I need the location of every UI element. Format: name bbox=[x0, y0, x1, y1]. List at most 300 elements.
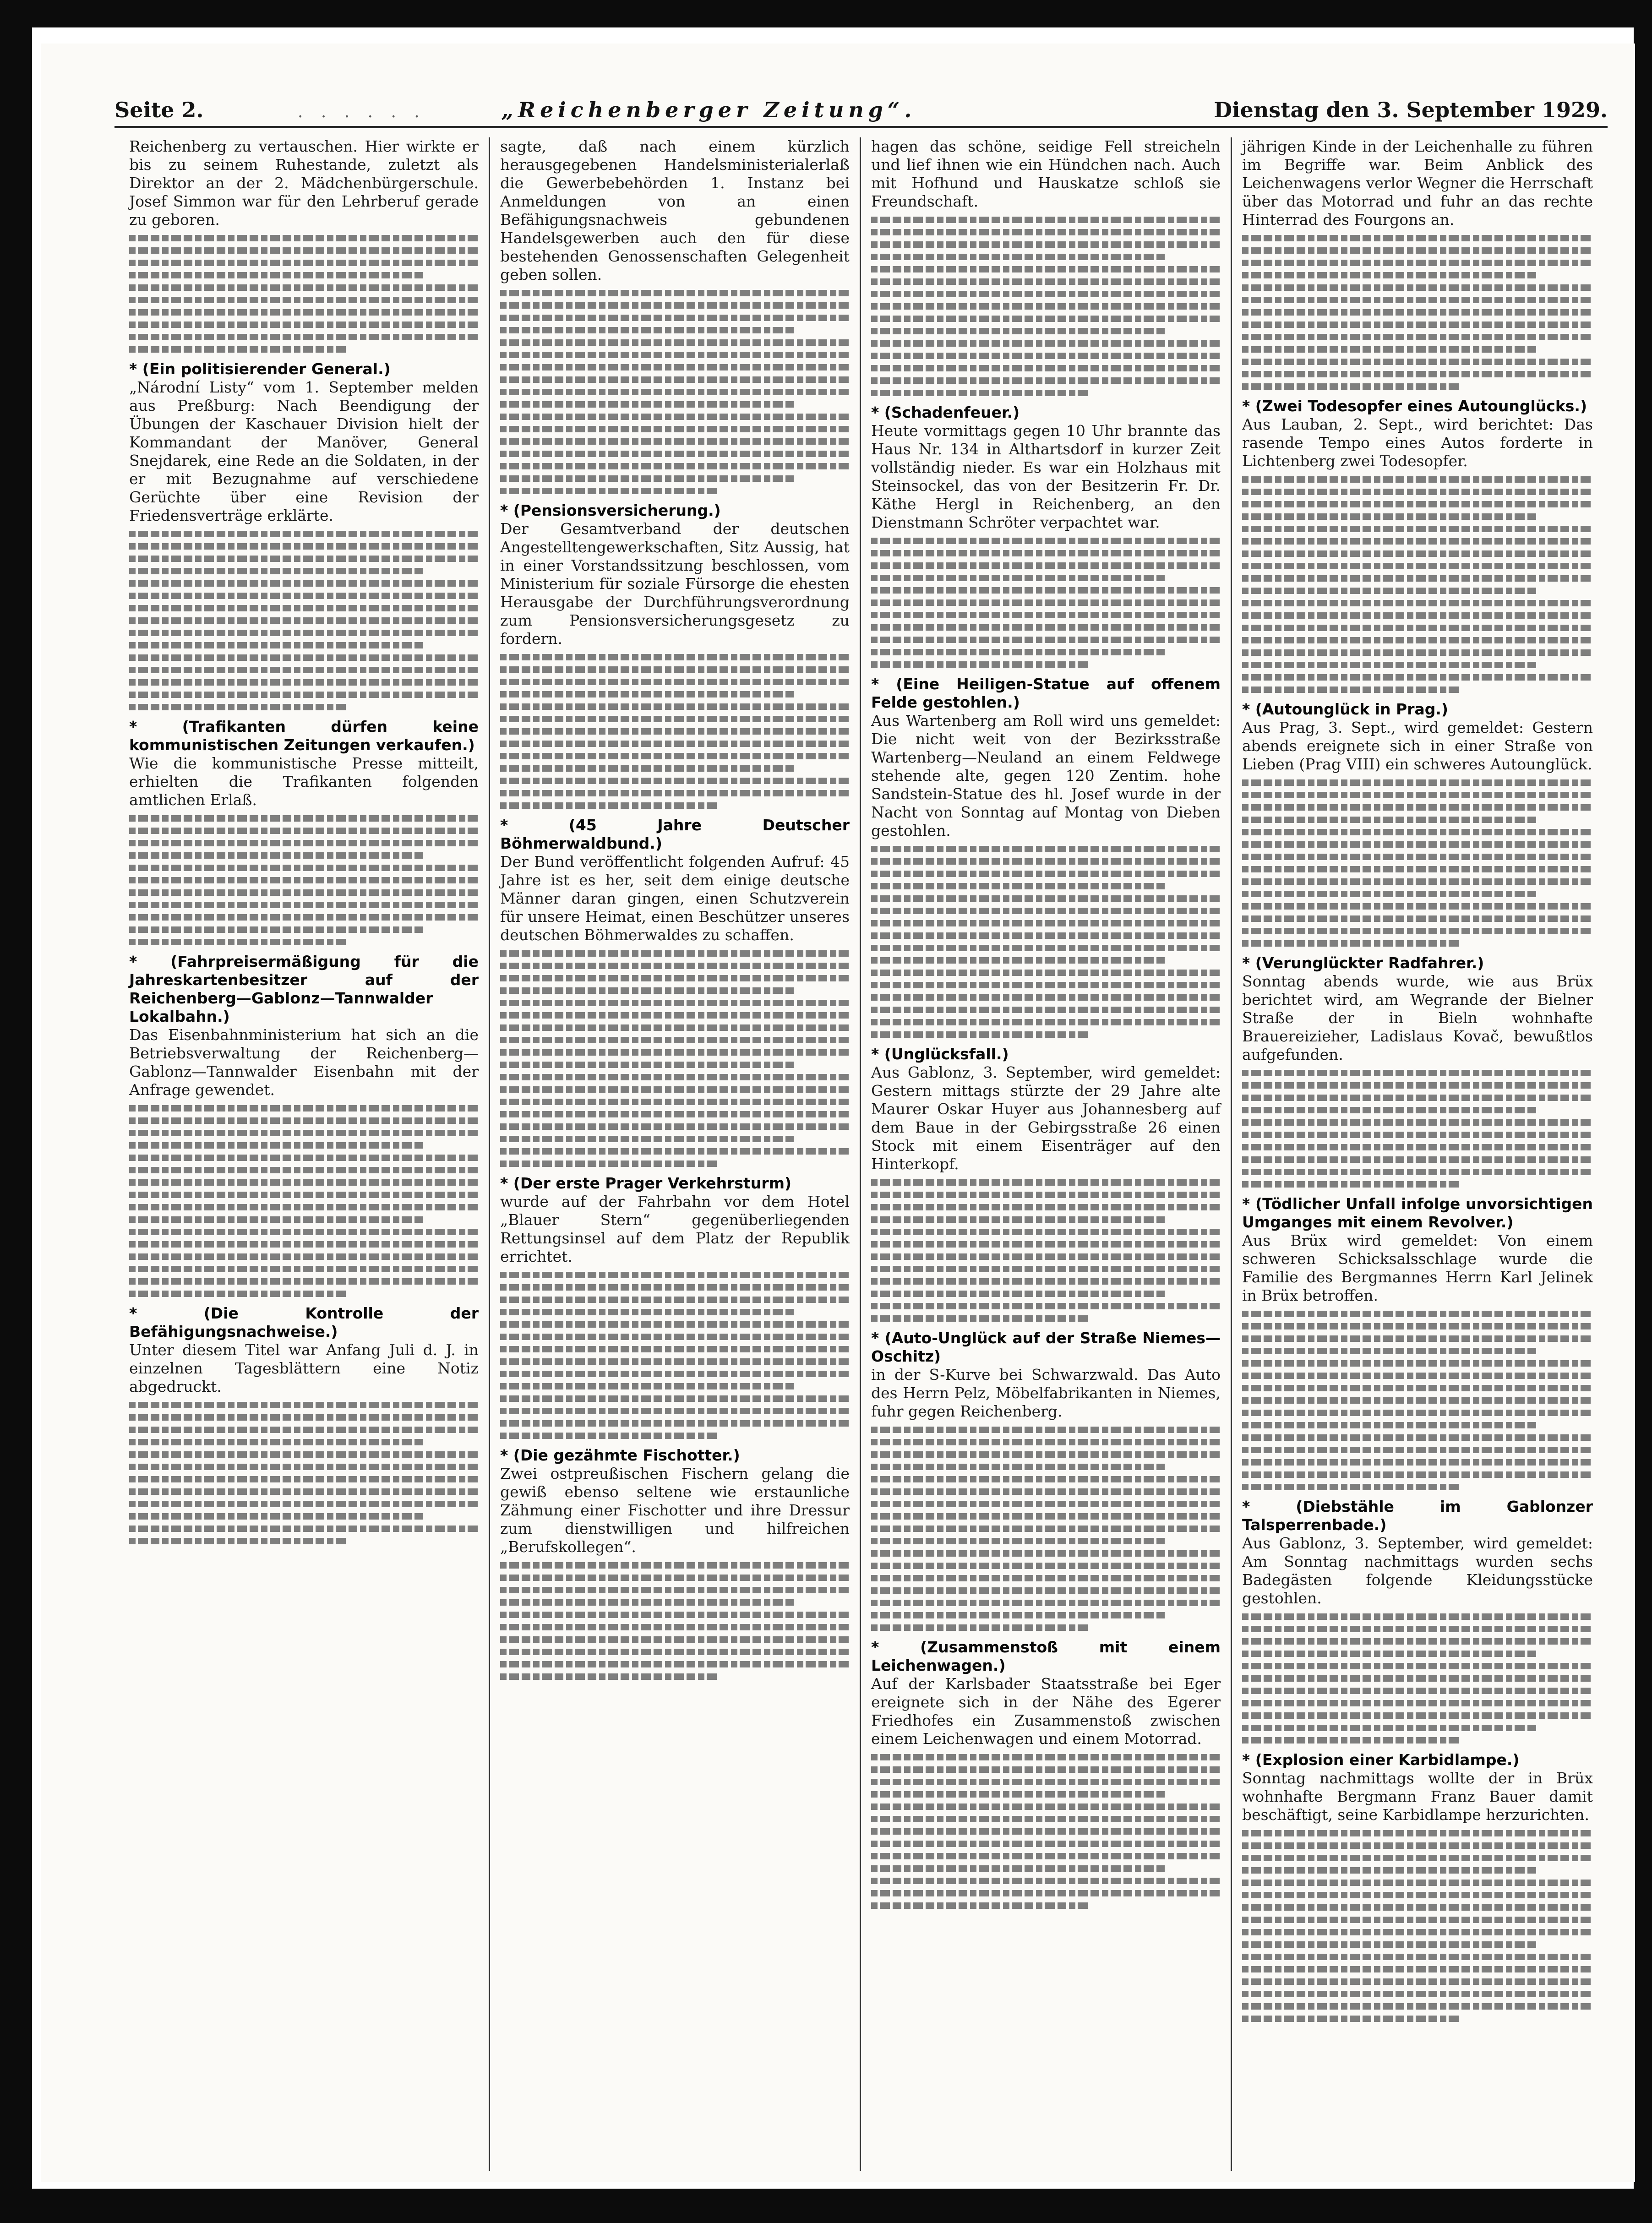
text-line bbox=[871, 1427, 1221, 1433]
text-line bbox=[871, 1031, 1088, 1038]
text-line bbox=[129, 1526, 479, 1532]
body-text-lines bbox=[1242, 1311, 1593, 1490]
text-line bbox=[1242, 1700, 1593, 1706]
text-line bbox=[1242, 1095, 1593, 1101]
text-line bbox=[871, 1575, 1221, 1581]
text-line bbox=[1242, 1323, 1593, 1329]
text-line bbox=[129, 605, 479, 611]
issue-date: Dienstag den 3. September 1929. bbox=[1214, 98, 1608, 122]
text-line bbox=[1242, 1880, 1593, 1886]
text-line bbox=[129, 1476, 479, 1482]
text-line bbox=[129, 840, 479, 846]
text-line bbox=[1242, 476, 1593, 483]
text-line bbox=[871, 291, 1221, 297]
text-line bbox=[129, 877, 479, 883]
text-line bbox=[500, 1433, 717, 1439]
body-text-lines bbox=[129, 235, 479, 353]
text-line bbox=[129, 1464, 479, 1470]
article-text: Aus Brüx wird gemeldet: Von einem schweren Schicksalsschlage wurde die Familie des Bergmannes Herrn Karl Jelinek in Brüx betroffen. bbox=[1242, 1231, 1593, 1304]
text-line bbox=[1242, 1373, 1593, 1379]
text-line bbox=[129, 1501, 479, 1507]
text-line bbox=[1242, 649, 1593, 656]
text-line bbox=[1242, 928, 1593, 934]
text-line bbox=[500, 950, 850, 957]
text-line bbox=[871, 340, 1221, 347]
article-text: Der Gesamtverband der deutschen Angestelltengewerkschaften, Sitz Aussig, hat in einer Vorstandssitzung beschlossen, vom Ministerium für soziale Fürsorge die ehesten Herausgabe der Durchführungsverordnung zum Pensionsversicherungsgesetz zu fordern. bbox=[500, 520, 850, 648]
text-line bbox=[500, 438, 850, 445]
text-line bbox=[129, 828, 479, 834]
text-line bbox=[871, 365, 1221, 371]
text-line bbox=[1242, 1447, 1593, 1453]
text-line bbox=[871, 895, 1221, 902]
text-line bbox=[500, 1636, 850, 1643]
text-line bbox=[871, 1315, 1088, 1322]
body-text-lines bbox=[500, 950, 850, 1167]
text-line bbox=[1242, 1626, 1593, 1632]
text-line bbox=[129, 1538, 346, 1544]
text-line bbox=[871, 1624, 1088, 1631]
text-line bbox=[129, 939, 346, 945]
article-heading: * (Tödlicher Unfall infolge unvorsichtigen Umganges mit einem Revolver.) bbox=[1242, 1195, 1593, 1231]
text-line bbox=[129, 1155, 479, 1161]
article-text: Das Eisenbahnministerium hat sich an die Betriebsverwaltung der Reichenberg—Gablonz—Tannwalder Eisenbahn mit der Anfrage gewendet. bbox=[129, 1026, 479, 1099]
text-line bbox=[500, 1649, 850, 1655]
text-line bbox=[129, 1427, 479, 1433]
text-line bbox=[500, 1587, 850, 1593]
text-line bbox=[129, 926, 423, 933]
article-item bbox=[129, 1304, 479, 1544]
text-line bbox=[1242, 866, 1593, 872]
text-line bbox=[871, 1241, 1221, 1248]
text-line bbox=[1242, 235, 1593, 241]
text-line bbox=[871, 1476, 1221, 1482]
text-line bbox=[500, 778, 850, 784]
text-line bbox=[129, 334, 479, 340]
text-line bbox=[871, 1865, 1165, 1872]
column-3 bbox=[861, 137, 1232, 2171]
text-line bbox=[871, 957, 1165, 964]
text-line bbox=[500, 327, 794, 333]
text-line bbox=[871, 661, 1088, 668]
text-line bbox=[129, 630, 479, 636]
print-specks: · · · · · · bbox=[298, 108, 426, 126]
text-line bbox=[500, 765, 794, 772]
text-line bbox=[1242, 550, 1593, 557]
text-line bbox=[871, 303, 1221, 310]
text-line bbox=[871, 871, 1221, 877]
text-line bbox=[500, 364, 850, 370]
text-line bbox=[500, 1673, 717, 1680]
article-text: Der Bund veröffentlicht folgenden Aufruf: 45 Jahre ist es her, seit dem einige deutsche Männer daran gingen, einen Schutzverein für unsere Heimat, einen Beschützer unseres deutschen Böhmerwaldes zu schaffen. bbox=[500, 853, 850, 944]
text-line bbox=[500, 1161, 717, 1167]
text-line bbox=[871, 970, 1221, 976]
text-line bbox=[1242, 1082, 1593, 1089]
scan-border-bottom bbox=[0, 2189, 1652, 2223]
text-line bbox=[129, 692, 479, 698]
text-line bbox=[500, 716, 850, 722]
text-line bbox=[1242, 284, 1593, 291]
text-line bbox=[129, 580, 479, 587]
text-line bbox=[871, 599, 1221, 606]
text-line bbox=[129, 309, 479, 316]
text-line bbox=[129, 889, 479, 896]
text-line bbox=[871, 1791, 1165, 1798]
text-line bbox=[1242, 891, 1537, 897]
text-line bbox=[1242, 1311, 1593, 1317]
article-item bbox=[129, 718, 479, 945]
text-line bbox=[500, 1346, 850, 1352]
text-line bbox=[500, 401, 794, 408]
article-text: Aus Wartenberg am Roll wird uns gemeldet: Die nicht weit von der Bezirksstraße Wartenberg—Neuland an einem Feldwege stehende alte, gegen 120 Zentim. hohe Sandstein-Statue des hl. Josef wurde in der Nacht von Sonntag auf Montag von Dieben gestohlen. bbox=[871, 712, 1221, 839]
text-line bbox=[500, 290, 850, 296]
article-heading: * (Autounglück in Prag.) bbox=[1242, 700, 1448, 718]
newspaper-title: „Reichenberger Zeitung“. bbox=[501, 98, 916, 122]
text-line bbox=[129, 556, 479, 562]
text-line bbox=[500, 1062, 794, 1068]
text-line bbox=[1242, 1156, 1593, 1163]
text-line bbox=[1242, 779, 1593, 786]
body-text-lines bbox=[1242, 1070, 1593, 1188]
text-line bbox=[1242, 359, 1593, 365]
text-line bbox=[500, 654, 850, 660]
article-text: Heute vormittags gegen 10 Uhr brannte das Haus Nr. 134 in Althartsdorf in kurzer Zeit vollständig nieder. Es war ein Holzhaus mit Steinsockel, das von der Besitzerin Fr. Dr. Käthe Hergl in Reichenberg, an den Dienstmann Schröter verpachtet war. bbox=[871, 422, 1221, 531]
text-line bbox=[1242, 1484, 1460, 1490]
text-line bbox=[500, 741, 850, 747]
text-line bbox=[1242, 2003, 1593, 2010]
body-text-lines bbox=[871, 1427, 1221, 1631]
text-line bbox=[871, 1890, 1221, 1896]
text-line bbox=[871, 908, 1221, 914]
article-heading: * (Auto-Unglück auf der Straße Niemes—Oschitz) bbox=[871, 1329, 1221, 1365]
text-line bbox=[129, 321, 479, 328]
text-line bbox=[1242, 1434, 1593, 1441]
text-line bbox=[1242, 829, 1593, 835]
article-item bbox=[871, 1329, 1221, 1631]
text-line bbox=[129, 852, 423, 859]
article-heading: * (Die gezähmte Fischotter.) bbox=[500, 1446, 740, 1464]
text-line bbox=[500, 790, 850, 796]
text-line bbox=[129, 1278, 479, 1285]
text-line bbox=[500, 1612, 850, 1618]
text-line bbox=[500, 963, 850, 969]
text-line bbox=[129, 1216, 423, 1223]
text-line bbox=[1242, 489, 1593, 495]
text-line bbox=[1242, 600, 1593, 606]
text-line bbox=[1242, 1954, 1593, 1960]
text-line bbox=[129, 667, 479, 673]
text-line bbox=[871, 858, 1221, 865]
page-header bbox=[114, 94, 1608, 128]
text-line bbox=[500, 1111, 850, 1117]
text-line bbox=[871, 1766, 1221, 1773]
text-line bbox=[1242, 588, 1537, 594]
article-item bbox=[871, 675, 1221, 1038]
text-line bbox=[1242, 1132, 1593, 1138]
text-line bbox=[1242, 804, 1593, 811]
text-line bbox=[500, 389, 850, 395]
text-line bbox=[1242, 260, 1593, 266]
text-line bbox=[871, 1439, 1221, 1445]
text-line bbox=[871, 1803, 1221, 1810]
text-line bbox=[500, 1383, 794, 1389]
text-line bbox=[129, 568, 423, 574]
text-line bbox=[500, 975, 850, 981]
article-item bbox=[500, 816, 850, 1167]
text-line bbox=[129, 284, 479, 291]
article-item bbox=[129, 953, 479, 1297]
text-line bbox=[1242, 346, 1537, 353]
article-columns bbox=[119, 137, 1603, 2171]
body-text-lines bbox=[129, 1402, 479, 1544]
text-line bbox=[871, 1278, 1221, 1285]
text-line bbox=[871, 1816, 1221, 1822]
text-line bbox=[500, 1074, 850, 1080]
text-line bbox=[500, 488, 717, 494]
article-text: Reichenberg zu vertauschen. Hier wirkte er bis zu seinem Ruhestande, zuletzt als Direktor an der 2. Mädchenbürgerschule. Josef Simmon war für den Lehrberuf gerade zu geboren. bbox=[129, 137, 479, 229]
text-line bbox=[871, 932, 1221, 939]
article-text: in der S-Kurve bei Schwarzwald. Das Auto des Herrn Pelz, Möbelfabrikanten in Niemes, fuhr gegen Reichenberg. bbox=[871, 1366, 1221, 1420]
text-line bbox=[500, 376, 850, 383]
text-line bbox=[1242, 1978, 1593, 1985]
text-line bbox=[500, 802, 717, 809]
article-text: Aus Lauban, 2. Sept., wird berichtet: Das rasende Tempo eines Autos forderte in Lichtenberg zwei Todesopfer. bbox=[1242, 415, 1593, 470]
text-line bbox=[500, 987, 794, 994]
text-line bbox=[871, 1451, 1221, 1458]
text-line bbox=[500, 1309, 794, 1315]
text-line bbox=[129, 593, 479, 599]
body-text-lines bbox=[871, 1179, 1221, 1322]
text-line bbox=[1242, 1663, 1593, 1669]
text-line bbox=[500, 1395, 850, 1402]
text-line bbox=[1242, 297, 1593, 303]
text-line bbox=[500, 1321, 850, 1328]
text-line bbox=[129, 1451, 479, 1458]
body-text-lines bbox=[500, 290, 850, 494]
text-line bbox=[871, 994, 1221, 1001]
text-line bbox=[871, 1600, 1221, 1606]
text-line bbox=[500, 1086, 850, 1093]
text-line bbox=[871, 920, 1221, 926]
text-line bbox=[500, 1012, 850, 1019]
text-line bbox=[1242, 1360, 1593, 1367]
text-line bbox=[871, 1291, 1165, 1297]
text-line bbox=[500, 1000, 850, 1006]
text-line bbox=[1242, 1471, 1593, 1478]
text-line bbox=[500, 475, 794, 482]
text-line bbox=[1242, 1410, 1593, 1416]
text-line bbox=[1242, 1638, 1593, 1645]
article-item bbox=[1242, 137, 1593, 390]
article-heading: * (Schadenfeuer.) bbox=[871, 403, 1020, 421]
text-line bbox=[500, 691, 794, 697]
text-line bbox=[1242, 563, 1593, 569]
text-line bbox=[129, 679, 479, 686]
text-line bbox=[871, 612, 1221, 618]
text-line bbox=[129, 1253, 479, 1260]
text-line bbox=[500, 1049, 850, 1056]
text-line bbox=[1242, 501, 1593, 507]
text-line bbox=[871, 1192, 1221, 1198]
body-text-lines bbox=[500, 654, 850, 809]
text-line bbox=[129, 1439, 423, 1445]
text-line bbox=[129, 1130, 479, 1136]
text-line bbox=[500, 728, 850, 735]
article-text: „Národní Listy“ vom 1. September melden aus Preßburg: Nach Beendigung der Übungen der Kaschauer Division hielt der Kommandant der Manöver, General Snejdarek, eine Rede an die Soldaten, in der er mit Bezugnahme auf verschiedene Gerüchte über eine Revision der Friedensverträge erklärte. bbox=[129, 378, 479, 524]
text-line bbox=[871, 575, 1165, 581]
text-line bbox=[871, 649, 1165, 655]
text-line bbox=[500, 426, 850, 432]
text-line bbox=[1242, 321, 1593, 328]
text-line bbox=[871, 982, 1221, 988]
text-line bbox=[871, 229, 1221, 235]
text-line bbox=[1242, 526, 1593, 532]
text-line bbox=[1242, 841, 1593, 848]
text-line bbox=[871, 1464, 1165, 1470]
text-line bbox=[1242, 1941, 1537, 1948]
text-line bbox=[1242, 662, 1537, 668]
text-line bbox=[500, 1562, 850, 1569]
text-line bbox=[871, 217, 1221, 223]
text-line bbox=[500, 302, 850, 309]
text-line bbox=[500, 1148, 850, 1155]
text-line bbox=[129, 1167, 479, 1173]
body-text-lines bbox=[871, 217, 1221, 396]
text-line bbox=[871, 254, 1165, 260]
text-line bbox=[871, 1779, 1221, 1785]
scan-border-top bbox=[0, 0, 1652, 27]
body-text-lines bbox=[871, 846, 1221, 1038]
text-line bbox=[500, 1284, 850, 1291]
text-line bbox=[1242, 538, 1593, 545]
article-item bbox=[871, 1045, 1221, 1322]
text-line bbox=[871, 637, 1221, 643]
column-4 bbox=[1232, 137, 1603, 2171]
text-line bbox=[1242, 1181, 1460, 1188]
article-heading: * (Zusammenstoß mit einem Leichenwagen.) bbox=[871, 1638, 1221, 1674]
text-line bbox=[129, 1241, 479, 1248]
text-line bbox=[1242, 1892, 1593, 1898]
text-line bbox=[500, 352, 850, 358]
text-line bbox=[1242, 309, 1593, 316]
text-line bbox=[500, 703, 850, 710]
text-line bbox=[500, 1371, 850, 1377]
page-number: Seite 2. bbox=[114, 98, 204, 122]
text-line bbox=[871, 1902, 1088, 1909]
text-line bbox=[871, 1513, 1221, 1520]
text-line bbox=[871, 328, 1165, 334]
text-line bbox=[129, 642, 423, 648]
text-line bbox=[129, 1402, 479, 1408]
article-heading: * (Diebstähle im Gablonzer Talsperrenbade.) bbox=[1242, 1498, 1593, 1534]
text-line bbox=[871, 846, 1221, 852]
text-line bbox=[500, 1599, 794, 1606]
text-line bbox=[1242, 1904, 1593, 1911]
text-line bbox=[129, 235, 479, 241]
text-line bbox=[129, 272, 423, 278]
text-line bbox=[129, 914, 479, 921]
text-line bbox=[871, 353, 1221, 359]
text-line bbox=[129, 247, 479, 254]
text-line bbox=[1242, 687, 1460, 693]
text-line bbox=[871, 1204, 1221, 1210]
article-item bbox=[500, 1174, 850, 1439]
text-line bbox=[1242, 1335, 1593, 1342]
text-line bbox=[871, 1488, 1221, 1495]
text-line bbox=[871, 1007, 1221, 1013]
body-text-lines bbox=[1242, 779, 1593, 947]
text-line bbox=[129, 346, 346, 353]
text-line bbox=[500, 1334, 850, 1340]
article-heading: * (Verunglückter Radfahrer.) bbox=[1242, 954, 1484, 972]
text-line bbox=[129, 704, 346, 710]
text-line bbox=[129, 815, 479, 822]
article-item bbox=[129, 360, 479, 710]
text-line bbox=[1242, 612, 1593, 619]
article-heading: * (Fahrpreisermäßigung für die Jahreskartenbesitzer auf der Reichenberg—Gablonz—Tannwalder Lokalbahn.) bbox=[129, 953, 479, 1025]
text-line bbox=[1242, 1991, 1593, 1997]
text-line bbox=[871, 1878, 1221, 1884]
text-line bbox=[871, 1563, 1221, 1569]
text-line bbox=[500, 1408, 850, 1414]
text-line bbox=[1242, 1688, 1593, 1694]
text-line bbox=[1242, 2016, 1460, 2022]
text-line bbox=[1242, 854, 1593, 860]
text-line bbox=[129, 1179, 479, 1186]
text-line bbox=[871, 1841, 1221, 1847]
body-text-lines bbox=[1242, 235, 1593, 390]
text-line bbox=[1242, 1107, 1537, 1113]
text-line bbox=[1242, 1651, 1537, 1657]
text-line bbox=[1242, 272, 1537, 278]
text-line bbox=[1242, 674, 1593, 681]
text-line bbox=[129, 1229, 479, 1235]
text-line bbox=[500, 666, 850, 673]
text-line bbox=[129, 543, 479, 550]
text-line bbox=[1242, 1725, 1537, 1731]
article-item bbox=[871, 137, 1221, 396]
text-line bbox=[871, 538, 1221, 544]
text-line bbox=[1242, 792, 1593, 798]
text-line bbox=[1242, 1855, 1593, 1861]
article-text: Wie die kommunistische Presse mitteilt, erhielten die Trafikanten folgenden amtlichen Erlaß. bbox=[129, 754, 479, 809]
text-line bbox=[1242, 878, 1593, 885]
text-line bbox=[500, 1024, 850, 1031]
text-line bbox=[871, 1501, 1221, 1507]
text-line bbox=[1242, 1348, 1537, 1354]
text-line bbox=[871, 1179, 1221, 1186]
article-item bbox=[1242, 954, 1593, 1188]
text-line bbox=[1242, 371, 1593, 377]
article-text: Aus Prag, 3. Sept., wird gemeldet: Gestern abends ereignete sich in einer Straße von Lieben (Prag VIII) ein schweres Autounglück. bbox=[1242, 719, 1593, 773]
text-line bbox=[500, 339, 850, 346]
text-line bbox=[500, 1297, 850, 1303]
article-text: Sonntag nachmittags wollte der in Brüx wohnhafte Bergmann Franz Bauer damit beschäftigt, seine Karbidlampe herzurichten. bbox=[1242, 1769, 1593, 1824]
text-line bbox=[129, 865, 479, 871]
text-line bbox=[1242, 247, 1593, 254]
text-line bbox=[1242, 1830, 1593, 1836]
body-text-lines bbox=[871, 1754, 1221, 1909]
article-item bbox=[500, 501, 850, 809]
text-line bbox=[500, 315, 850, 321]
text-line bbox=[129, 1117, 479, 1124]
text-line bbox=[1242, 1144, 1593, 1150]
text-line bbox=[871, 390, 1088, 396]
text-line bbox=[129, 260, 479, 266]
text-line bbox=[871, 377, 1221, 384]
article-text: Zwei ostpreußischen Fischern gelang die gewiß ebenso seltene wie erstaunliche Zähmung einer Fischotter und ihre Dressur zum dienstwilligen und hilfreichen „Berufskollegen“. bbox=[500, 1465, 850, 1556]
text-line bbox=[1242, 915, 1593, 922]
article-item bbox=[129, 137, 479, 353]
